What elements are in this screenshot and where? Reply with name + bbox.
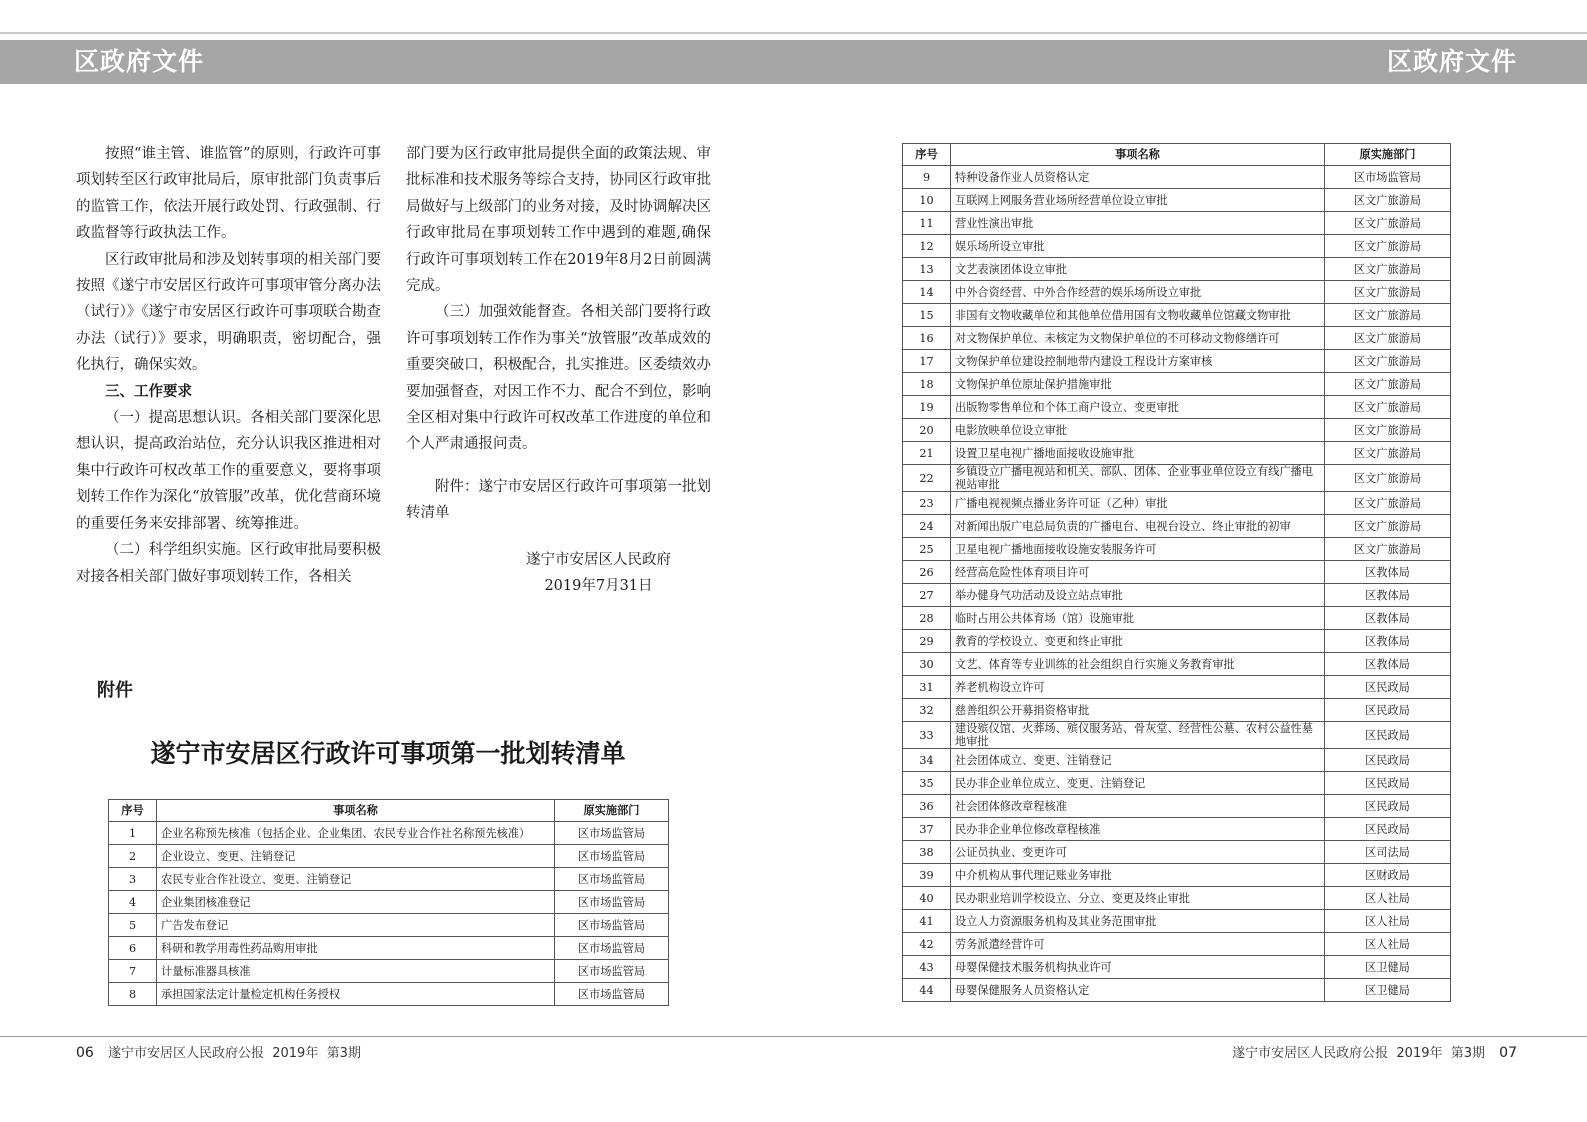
body-column-right (406, 141, 711, 600)
col-header-no: 序号 (109, 800, 157, 822)
page-number-right: 07 (1499, 1045, 1517, 1061)
table-row (903, 887, 1451, 910)
row-department: 区市场监管局 (555, 937, 669, 960)
table-row (903, 795, 1451, 818)
row-department: 区文广旅游局 (1325, 492, 1451, 515)
row-department: 区市场监管局 (555, 822, 669, 845)
row-number: 36 (903, 795, 951, 818)
row-number: 26 (903, 561, 951, 584)
row-number: 8 (109, 983, 157, 1006)
row-number: 19 (903, 396, 951, 419)
table-row (109, 845, 669, 868)
table-row (903, 956, 1451, 979)
row-item-name: 民办职业培训学校设立、分立、变更及终止审批 (951, 887, 1325, 910)
signature-date: 2019年7月31日 (544, 578, 653, 595)
row-department: 区民政局 (1325, 818, 1451, 841)
row-item-name: 企业设立、变更、注销登记 (157, 845, 555, 868)
row-number: 41 (903, 910, 951, 933)
row-item-name: 母婴保健服务人员资格认定 (951, 979, 1325, 1002)
row-number: 25 (903, 538, 951, 561)
row-number: 24 (903, 515, 951, 538)
row-department: 区教体局 (1325, 607, 1451, 630)
row-department: 区文广旅游局 (1325, 281, 1451, 304)
attachment-label: 附件 (97, 680, 133, 701)
row-item-name: 广播电视视频点播业务许可证（乙种）审批 (951, 492, 1325, 515)
row-number: 2 (109, 845, 157, 868)
transfer-table-left (108, 799, 669, 1006)
attachment-note: 附件：遂宁市安居区行政许可事项第一批划转清单 (406, 478, 711, 522)
col-header-name: 事项名称 (157, 800, 555, 822)
table-row (903, 327, 1451, 350)
table-row (903, 350, 1451, 373)
row-department: 区人社局 (1325, 910, 1451, 933)
paragraph: 部门要为区行政审批局提供全面的政策法规、审批标准和技术服务等综合支持，协同区行政审批局做好与上级部门的业务对接，及时协调解决区行政审批局在事项划转工作中遇到的难题,确保行政许可事项划转工作在2019年8月2日前圆满完成。 (406, 146, 711, 295)
footer-publication-right: 遂宁市安居区人民政府公报 2019年 第3期 (1232, 1046, 1486, 1061)
page-number-left: 06 (76, 1045, 94, 1061)
row-number: 10 (903, 189, 951, 212)
row-department: 区文广旅游局 (1325, 396, 1451, 419)
table-row (903, 189, 1451, 212)
row-item-name: 电影放映单位设立审批 (951, 419, 1325, 442)
row-department: 区卫健局 (1325, 979, 1451, 1002)
row-item-name: 慈善组织公开募捐资格审批 (951, 699, 1325, 722)
row-number: 13 (903, 258, 951, 281)
row-item-name: 文物保护单位原址保护措施审批 (951, 373, 1325, 396)
row-item-name: 乡镇设立广播电视站和机关、部队、团体、企业事业单位设立有线广播电视站审批 (951, 465, 1325, 492)
row-department: 区民政局 (1325, 772, 1451, 795)
row-department: 区教体局 (1325, 630, 1451, 653)
paragraph: （一）提高思想认识。各相关部门要深化思想认识，提高政治站位，充分认识我区推进相对集中行政许可权改革工作的重要意义，要将事项划转工作作为深化“放管服”改革，优化营商环境的重要任务来安排部署、统筹推进。 (76, 410, 381, 532)
row-department: 区市场监管局 (555, 891, 669, 914)
table-row (903, 515, 1451, 538)
col-header-dept: 原实施部门 (555, 800, 669, 822)
table-row (903, 910, 1451, 933)
row-item-name: 特种设备作业人员资格认定 (951, 166, 1325, 189)
row-number: 43 (903, 956, 951, 979)
row-department: 区市场监管局 (555, 914, 669, 937)
table-row (903, 699, 1451, 722)
row-item-name: 母婴保健技术服务机构执业许可 (951, 956, 1325, 979)
row-item-name: 计量标准器具核准 (157, 960, 555, 983)
row-item-name: 举办健身气功活动及设立站点审批 (951, 584, 1325, 607)
table-row (903, 538, 1451, 561)
list-title: 遂宁市安居区行政许可事项第一批划转清单 (150, 739, 626, 768)
top-rule (0, 32, 1587, 34)
col-header-no: 序号 (903, 144, 951, 166)
row-item-name: 承担国家法定计量检定机构任务授权 (157, 983, 555, 1006)
row-number: 44 (903, 979, 951, 1002)
paragraph: 区行政审批局和涉及划转事项的相关部门要按照《遂宁市安居区行政许可事项审管分离办法（试行）》《遂宁市安居区行政许可事项联合勘查办法（试行）》要求，明确职责，密切配合，强化执行，确保实效。 (76, 251, 381, 374)
row-item-name: 文艺表演团体设立审批 (951, 258, 1325, 281)
section-heading: 三、工作要求 (105, 383, 192, 400)
signature-org: 遂宁市安居区人民政府 (526, 551, 671, 568)
row-item-name: 中介机构从事代理记账业务审批 (951, 864, 1325, 887)
table-row (903, 864, 1451, 887)
row-number: 15 (903, 304, 951, 327)
table-row (903, 396, 1451, 419)
row-department: 区民政局 (1325, 749, 1451, 772)
row-item-name: 互联网上网服务营业场所经营单位设立审批 (951, 189, 1325, 212)
row-number: 28 (903, 607, 951, 630)
table-row (903, 584, 1451, 607)
row-item-name: 广告发布登记 (157, 914, 555, 937)
table-row (109, 937, 669, 960)
row-department: 区文广旅游局 (1325, 212, 1451, 235)
row-number: 12 (903, 235, 951, 258)
header-title-left: 区政府文件 (74, 47, 205, 76)
row-number: 4 (109, 891, 157, 914)
row-item-name: 科研和教学用毒性药品购用审批 (157, 937, 555, 960)
row-item-name: 社会团体成立、变更、注销登记 (951, 749, 1325, 772)
row-department: 区财政局 (1325, 864, 1451, 887)
row-item-name: 临时占用公共体育场（馆）设施审批 (951, 607, 1325, 630)
header-title-right: 区政府文件 (1386, 47, 1517, 76)
row-item-name: 企业名称预先核准（包括企业、企业集团、农民专业合作社名称预先核准） (157, 822, 555, 845)
row-number: 16 (903, 327, 951, 350)
paragraph: （二）科学组织实施。区行政审批局要积极对接各相关部门做好事项划转工作，各相关 (76, 542, 381, 585)
row-department: 区文广旅游局 (1325, 258, 1451, 281)
row-number: 18 (903, 373, 951, 396)
row-item-name: 民办非企业单位成立、变更、注销登记 (951, 772, 1325, 795)
row-department: 区民政局 (1325, 676, 1451, 699)
row-number: 32 (903, 699, 951, 722)
table-row (903, 818, 1451, 841)
row-number: 7 (109, 960, 157, 983)
row-item-name: 出版物零售单位和个体工商户设立、变更审批 (951, 396, 1325, 419)
row-item-name: 公证员执业、变更许可 (951, 841, 1325, 864)
table-row (903, 166, 1451, 189)
row-number: 30 (903, 653, 951, 676)
row-item-name: 教育的学校设立、变更和终止审批 (951, 630, 1325, 653)
col-header-name: 事项名称 (951, 144, 1325, 166)
row-number: 38 (903, 841, 951, 864)
table-row (903, 492, 1451, 515)
row-department: 区人社局 (1325, 933, 1451, 956)
table-row (903, 561, 1451, 584)
row-department: 区文广旅游局 (1325, 465, 1451, 492)
row-item-name: 经营高危险性体育项目许可 (951, 561, 1325, 584)
row-department: 区市场监管局 (555, 845, 669, 868)
row-department: 区市场监管局 (1325, 166, 1451, 189)
table-row (903, 653, 1451, 676)
row-department: 区民政局 (1325, 722, 1451, 749)
row-item-name: 对新闻出版广电总局负责的广播电台、电视台设立、终止审批的初审 (951, 515, 1325, 538)
row-department: 区民政局 (1325, 795, 1451, 818)
row-number: 11 (903, 212, 951, 235)
row-number: 1 (109, 822, 157, 845)
table-row (109, 822, 669, 845)
row-item-name: 卫星电视广播地面接收设施安装服务许可 (951, 538, 1325, 561)
table-row (903, 465, 1451, 492)
row-number: 14 (903, 281, 951, 304)
table-row (903, 630, 1451, 653)
row-department: 区文广旅游局 (1325, 538, 1451, 561)
row-item-name: 社会团体修改章程核准 (951, 795, 1325, 818)
transfer-table-right (902, 143, 1451, 1002)
table-row (903, 772, 1451, 795)
col-header-dept: 原实施部门 (1325, 144, 1451, 166)
row-department: 区文广旅游局 (1325, 419, 1451, 442)
row-department: 区教体局 (1325, 653, 1451, 676)
row-number: 17 (903, 350, 951, 373)
row-item-name: 设置卫星电视广播地面接收设施审批 (951, 442, 1325, 465)
row-item-name: 营业性演出审批 (951, 212, 1325, 235)
row-department: 区市场监管局 (555, 960, 669, 983)
table-row (903, 235, 1451, 258)
row-number: 42 (903, 933, 951, 956)
row-number: 33 (903, 722, 951, 749)
footer-rule (0, 1036, 1587, 1037)
table-row (903, 258, 1451, 281)
table-row (903, 933, 1451, 956)
body-column-left (76, 141, 381, 590)
table-row (903, 373, 1451, 396)
footer-left (76, 1042, 361, 1061)
row-item-name: 企业集团核准登记 (157, 891, 555, 914)
table-row (903, 212, 1451, 235)
row-number: 37 (903, 818, 951, 841)
paragraph: 按照“谁主管、谁监管”的原则，行政许可事项划转至区行政审批局后，原审批部门负责事后的监管工作，依法开展行政处罚、行政强制、行政监督等行政执法工作。 (76, 146, 381, 242)
paragraph: （三）加强效能督查。各相关部门要将行政许可事项划转工作作为事关“放管服”改革成效的重要突破口，积极配合，扎实推进。区委绩效办要加强督查，对因工作不力、配合不到位，影响全区相对集中行政许可权改革工作进度的单位和个人严肃通报问责。 (406, 304, 711, 453)
row-number: 20 (903, 419, 951, 442)
table-row (903, 722, 1451, 749)
table-row (903, 607, 1451, 630)
row-item-name: 中外合资经营、中外合作经营的娱乐场所设立审批 (951, 281, 1325, 304)
row-number: 35 (903, 772, 951, 795)
row-department: 区文广旅游局 (1325, 515, 1451, 538)
header-band (0, 40, 1587, 84)
row-item-name: 对文物保护单位、未核定为文物保护单位的不可移动文物修缮许可 (951, 327, 1325, 350)
table-row (903, 304, 1451, 327)
row-item-name: 非国有文物收藏单位和其他单位借用国有文物收藏单位馆藏文物审批 (951, 304, 1325, 327)
row-item-name: 建设殡仪馆、火葬场、殡仪服务站、骨灰堂、经营性公墓、农村公益性墓地审批 (951, 722, 1325, 749)
row-number: 27 (903, 584, 951, 607)
table-row (109, 868, 669, 891)
row-department: 区文广旅游局 (1325, 442, 1451, 465)
row-department: 区市场监管局 (555, 868, 669, 891)
row-department: 区教体局 (1325, 584, 1451, 607)
table-row (109, 914, 669, 937)
row-item-name: 设立人力资源服务机构及其业务范围审批 (951, 910, 1325, 933)
row-number: 21 (903, 442, 951, 465)
row-number: 22 (903, 465, 951, 492)
row-department: 区文广旅游局 (1325, 304, 1451, 327)
row-department: 区教体局 (1325, 561, 1451, 584)
row-item-name: 文艺、体育等专业训练的社会组织自行实施义务教育审批 (951, 653, 1325, 676)
row-item-name: 劳务派遣经营许可 (951, 933, 1325, 956)
row-number: 39 (903, 864, 951, 887)
table-header-row (109, 800, 669, 822)
row-department: 区卫健局 (1325, 956, 1451, 979)
footer-right (1232, 1042, 1517, 1061)
row-number: 3 (109, 868, 157, 891)
table-header-row (903, 144, 1451, 166)
table-row (903, 749, 1451, 772)
table-row (109, 891, 669, 914)
table-row (109, 983, 669, 1006)
row-department: 区文广旅游局 (1325, 235, 1451, 258)
table-row (903, 841, 1451, 864)
row-number: 34 (903, 749, 951, 772)
footer-publication-left: 遂宁市安居区人民政府公报 2019年 第3期 (107, 1046, 361, 1061)
row-department: 区文广旅游局 (1325, 350, 1451, 373)
table-row (109, 960, 669, 983)
row-department: 区文广旅游局 (1325, 189, 1451, 212)
row-item-name: 文物保护单位建设控制地带内建设工程设计方案审核 (951, 350, 1325, 373)
row-department: 区市场监管局 (555, 983, 669, 1006)
row-department: 区人社局 (1325, 887, 1451, 910)
table-row (903, 979, 1451, 1002)
table-row (903, 676, 1451, 699)
row-item-name: 娱乐场所设立审批 (951, 235, 1325, 258)
row-number: 29 (903, 630, 951, 653)
row-number: 5 (109, 914, 157, 937)
row-department: 区民政局 (1325, 699, 1451, 722)
row-department: 区文广旅游局 (1325, 327, 1451, 350)
row-number: 40 (903, 887, 951, 910)
row-item-name: 民办非企业单位修改章程核准 (951, 818, 1325, 841)
row-number: 31 (903, 676, 951, 699)
row-department: 区文广旅游局 (1325, 373, 1451, 396)
row-department: 区司法局 (1325, 841, 1451, 864)
table-row (903, 281, 1451, 304)
row-item-name: 农民专业合作社设立、变更、注销登记 (157, 868, 555, 891)
table-row (903, 442, 1451, 465)
row-number: 6 (109, 937, 157, 960)
row-item-name: 养老机构设立许可 (951, 676, 1325, 699)
row-number: 9 (903, 166, 951, 189)
row-number: 23 (903, 492, 951, 515)
table-row (903, 419, 1451, 442)
